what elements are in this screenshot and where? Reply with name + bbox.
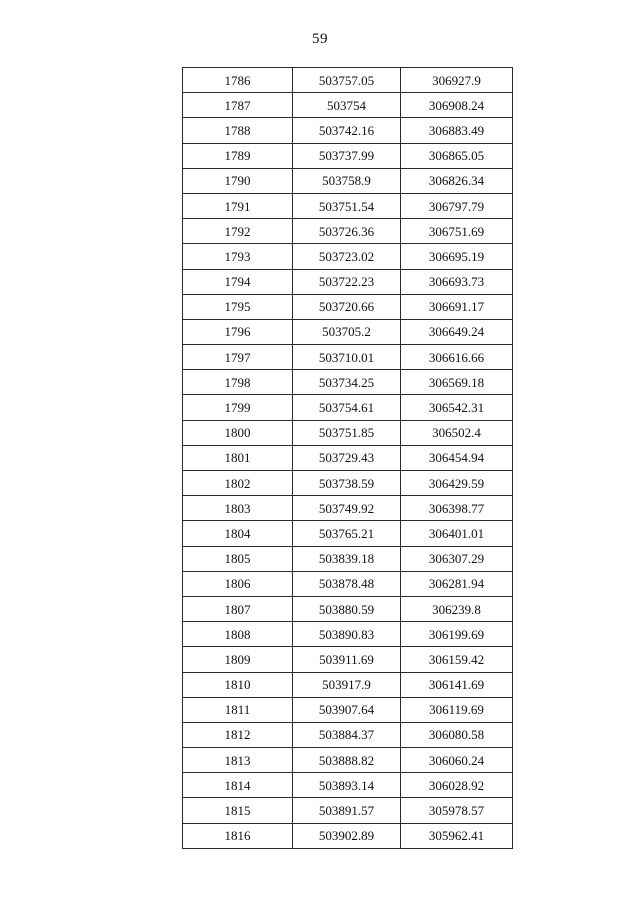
table-row [183, 168, 513, 193]
y-coordinate-cell: 305962.41 [401, 823, 513, 848]
table-row [183, 521, 513, 546]
y-coordinate-cell: 306398.77 [401, 496, 513, 521]
table-row [183, 219, 513, 244]
y-coordinate-cell: 306751.69 [401, 219, 513, 244]
table-row [183, 622, 513, 647]
y-coordinate-cell: 306797.79 [401, 193, 513, 218]
coordinates-table-body [183, 68, 513, 849]
table-row [183, 697, 513, 722]
table-row [183, 294, 513, 319]
point-number-cell: 1816 [183, 823, 293, 848]
x-coordinate-cell: 503765.21 [293, 521, 401, 546]
table-row [183, 269, 513, 294]
x-coordinate-cell: 503907.64 [293, 697, 401, 722]
y-coordinate-cell: 306119.69 [401, 697, 513, 722]
table-row [183, 596, 513, 621]
point-number-cell: 1803 [183, 496, 293, 521]
y-coordinate-cell: 306281.94 [401, 571, 513, 596]
x-coordinate-cell: 503710.01 [293, 345, 401, 370]
table-row [183, 370, 513, 395]
table-row [183, 773, 513, 798]
x-coordinate-cell: 503902.89 [293, 823, 401, 848]
x-coordinate-cell: 503754.61 [293, 395, 401, 420]
x-coordinate-cell: 503751.85 [293, 420, 401, 445]
point-number-cell: 1813 [183, 748, 293, 773]
table-row [183, 496, 513, 521]
point-number-cell: 1809 [183, 647, 293, 672]
x-coordinate-cell: 503734.25 [293, 370, 401, 395]
y-coordinate-cell: 306429.59 [401, 471, 513, 496]
point-number-cell: 1812 [183, 722, 293, 747]
x-coordinate-cell: 503737.99 [293, 143, 401, 168]
x-coordinate-cell: 503893.14 [293, 773, 401, 798]
table-row [183, 395, 513, 420]
point-number-cell: 1799 [183, 395, 293, 420]
page-number: 59 [312, 31, 328, 47]
point-number-cell: 1790 [183, 168, 293, 193]
point-number-cell: 1796 [183, 319, 293, 344]
y-coordinate-cell: 306927.9 [401, 68, 513, 93]
x-coordinate-cell: 503705.2 [293, 319, 401, 344]
x-coordinate-cell: 503891.57 [293, 798, 401, 823]
point-number-cell: 1815 [183, 798, 293, 823]
point-number-cell: 1806 [183, 571, 293, 596]
table-row [183, 445, 513, 470]
y-coordinate-cell: 306691.17 [401, 294, 513, 319]
x-coordinate-cell: 503757.05 [293, 68, 401, 93]
y-coordinate-cell: 306502.4 [401, 420, 513, 445]
x-coordinate-cell: 503758.9 [293, 168, 401, 193]
table-row [183, 647, 513, 672]
x-coordinate-cell: 503839.18 [293, 546, 401, 571]
point-number-cell: 1811 [183, 697, 293, 722]
point-number-cell: 1788 [183, 118, 293, 143]
y-coordinate-cell: 306649.24 [401, 319, 513, 344]
table-row [183, 823, 513, 848]
y-coordinate-cell: 306826.34 [401, 168, 513, 193]
y-coordinate-cell: 306695.19 [401, 244, 513, 269]
y-coordinate-cell: 306080.58 [401, 722, 513, 747]
y-coordinate-cell: 305978.57 [401, 798, 513, 823]
x-coordinate-cell: 503723.02 [293, 244, 401, 269]
x-coordinate-cell: 503878.48 [293, 571, 401, 596]
table-row [183, 143, 513, 168]
point-number-cell: 1798 [183, 370, 293, 395]
point-number-cell: 1800 [183, 420, 293, 445]
point-number-cell: 1807 [183, 596, 293, 621]
y-coordinate-cell: 306865.05 [401, 143, 513, 168]
y-coordinate-cell: 306569.18 [401, 370, 513, 395]
point-number-cell: 1792 [183, 219, 293, 244]
y-coordinate-cell: 306199.69 [401, 622, 513, 647]
x-coordinate-cell: 503880.59 [293, 596, 401, 621]
point-number-cell: 1801 [183, 445, 293, 470]
point-number-cell: 1786 [183, 68, 293, 93]
x-coordinate-cell: 503917.9 [293, 672, 401, 697]
x-coordinate-cell: 503729.43 [293, 445, 401, 470]
point-number-cell: 1793 [183, 244, 293, 269]
point-number-cell: 1808 [183, 622, 293, 647]
y-coordinate-cell: 306883.49 [401, 118, 513, 143]
x-coordinate-cell: 503722.23 [293, 269, 401, 294]
table-row [183, 420, 513, 445]
point-number-cell: 1802 [183, 471, 293, 496]
point-number-cell: 1804 [183, 521, 293, 546]
x-coordinate-cell: 503742.16 [293, 118, 401, 143]
point-number-cell: 1810 [183, 672, 293, 697]
point-number-cell: 1791 [183, 193, 293, 218]
x-coordinate-cell: 503884.37 [293, 722, 401, 747]
y-coordinate-cell: 306060.24 [401, 748, 513, 773]
coordinates-table [182, 67, 513, 849]
x-coordinate-cell: 503726.36 [293, 219, 401, 244]
x-coordinate-cell: 503751.54 [293, 193, 401, 218]
y-coordinate-cell: 306908.24 [401, 93, 513, 118]
y-coordinate-cell: 306239.8 [401, 596, 513, 621]
point-number-cell: 1797 [183, 345, 293, 370]
table-row [183, 546, 513, 571]
table-row [183, 672, 513, 697]
table-row [183, 68, 513, 93]
y-coordinate-cell: 306141.69 [401, 672, 513, 697]
y-coordinate-cell: 306542.31 [401, 395, 513, 420]
point-number-cell: 1805 [183, 546, 293, 571]
table-row [183, 798, 513, 823]
x-coordinate-cell: 503911.69 [293, 647, 401, 672]
table-row [183, 571, 513, 596]
y-coordinate-cell: 306401.01 [401, 521, 513, 546]
point-number-cell: 1795 [183, 294, 293, 319]
table-row [183, 244, 513, 269]
table-row [183, 722, 513, 747]
y-coordinate-cell: 306454.94 [401, 445, 513, 470]
x-coordinate-cell: 503720.66 [293, 294, 401, 319]
y-coordinate-cell: 306028.92 [401, 773, 513, 798]
table-row [183, 93, 513, 118]
table-row [183, 319, 513, 344]
x-coordinate-cell: 503754 [293, 93, 401, 118]
y-coordinate-cell: 306159.42 [401, 647, 513, 672]
table-row [183, 118, 513, 143]
y-coordinate-cell: 306307.29 [401, 546, 513, 571]
y-coordinate-cell: 306693.73 [401, 269, 513, 294]
point-number-cell: 1794 [183, 269, 293, 294]
x-coordinate-cell: 503888.82 [293, 748, 401, 773]
x-coordinate-cell: 503749.92 [293, 496, 401, 521]
x-coordinate-cell: 503738.59 [293, 471, 401, 496]
point-number-cell: 1814 [183, 773, 293, 798]
y-coordinate-cell: 306616.66 [401, 345, 513, 370]
table-row [183, 471, 513, 496]
x-coordinate-cell: 503890.83 [293, 622, 401, 647]
table-row [183, 748, 513, 773]
point-number-cell: 1789 [183, 143, 293, 168]
table-row [183, 193, 513, 218]
point-number-cell: 1787 [183, 93, 293, 118]
table-row [183, 345, 513, 370]
